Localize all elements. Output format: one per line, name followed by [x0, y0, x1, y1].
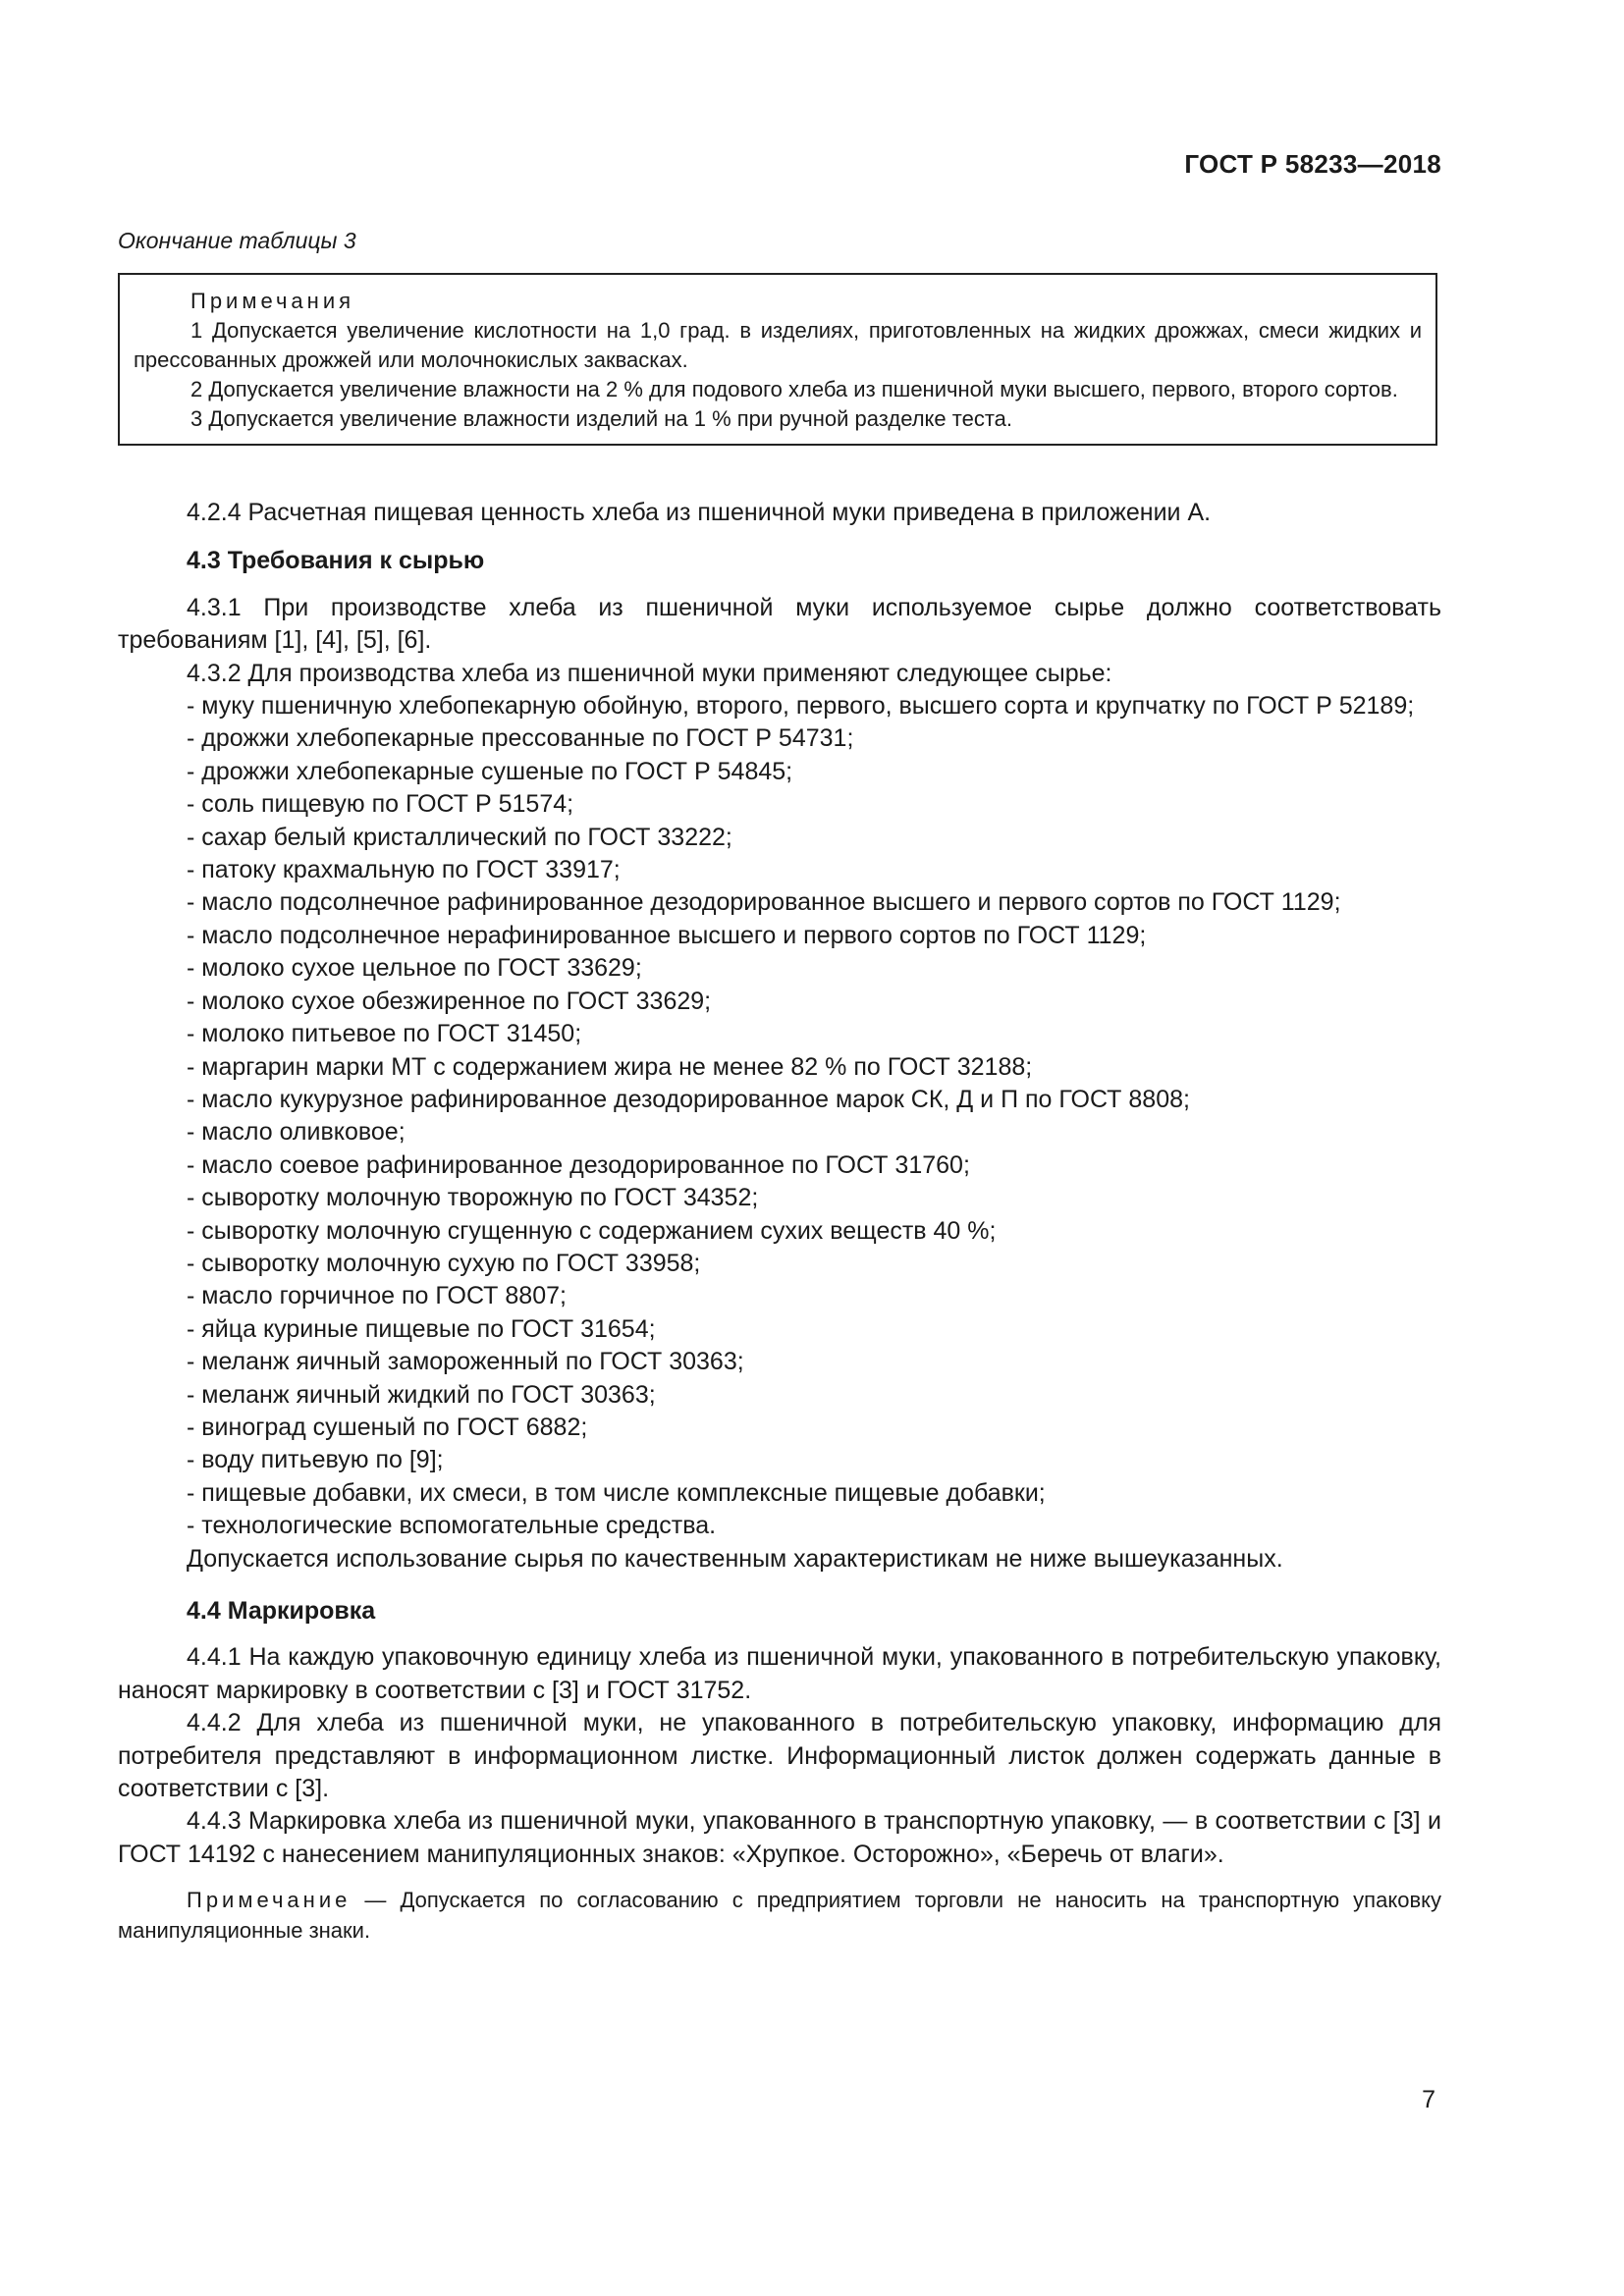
paragraph-4-3-2: 4.3.2 Для производства хлеба из пшеничной муки применяют следующее сырье:: [187, 659, 1112, 687]
list-item: - масло горчичное по ГОСТ 8807;: [187, 1282, 567, 1310]
list-item: - масло подсолнечное рафинированное дезодорированное высшего и первого сортов по ГОСТ 1129;: [187, 888, 1341, 917]
notes-title: Примечания: [190, 289, 355, 313]
page-number: 7: [1422, 2086, 1435, 2113]
section-4-3-title: 4.3 Требования к сырью: [187, 547, 485, 575]
list-item: - меланж яичный жидкий по ГОСТ 30363;: [187, 1380, 656, 1409]
paragraph-4-4-2: 4.4.2 Для хлеба из пшеничной муки, не упакованного в потребительскую упаковку, информацию для потребителя представляют в информационном листке. Информационный листок должен содержать данные в соответствии с [3].: [118, 1709, 1441, 1803]
list-item: - масло подсолнечное нерафинированное высшего и первого сортов по ГОСТ 1129;: [187, 921, 1147, 949]
list-item: - соль пищевую по ГОСТ Р 51574;: [187, 790, 574, 819]
section-4-4-title: 4.4 Маркировка: [187, 1597, 376, 1625]
note-3: 3 Допускается увеличение влажности изделий на 1 % при ручной разделке теста.: [190, 406, 1013, 431]
list-item: - пищевые добавки, их смеси, в том числе комплексные пищевые добавки;: [187, 1478, 1046, 1507]
list-item: - масло оливковое;: [187, 1118, 406, 1147]
list-item: - сыворотку молочную творожную по ГОСТ 34352;: [187, 1184, 759, 1212]
list-item: - патоку крахмальную по ГОСТ 33917;: [187, 856, 621, 884]
table-notes-box: [118, 273, 1437, 446]
paragraph-4-4-1: 4.4.1 На каждую упаковочную единицу хлеба из пшеничной муки, упакованного в потребительскую упаковку, наносят маркировку в соответствии с [3] и ГОСТ 31752.: [118, 1643, 1441, 1704]
list-item: - сыворотку молочную сгущенную с содержанием сухих веществ 40 %;: [187, 1216, 997, 1245]
list-item: - масло соевое рафинированное дезодорированное по ГОСТ 31760;: [187, 1150, 970, 1179]
paragraph-4-3-1: 4.3.1 При производстве хлеба из пшеничной муки используемое сырье должно соответствовать требованиям [1], [4], [5], [6].: [118, 593, 1441, 655]
note-label: Примечание: [187, 1888, 352, 1913]
document-code: ГОСТ Р 58233—2018: [1184, 149, 1441, 179]
note-1: 1 Допускается увеличение кислотности на 1,0 град. в изделиях, приготовленных на жидких дрожжах, смеси жидких и прессованных дрожжей или молочнокислых заквасках.: [134, 318, 1422, 372]
paragraph-4-2-4: 4.2.4 Расчетная пищевая ценность хлеба из пшеничной муки приведена в приложении А.: [187, 499, 1212, 526]
list-item: - молоко питьевое по ГОСТ 31450;: [187, 1020, 582, 1048]
note-2: 2 Допускается увеличение влажности на 2 % для подового хлеба из пшеничной муки высшего, первого, второго сортов.: [190, 377, 1398, 401]
list-item: - молоко сухое цельное по ГОСТ 33629;: [187, 954, 642, 983]
list-item: - технологические вспомогательные средства.: [187, 1512, 717, 1540]
document-page: [118, 0, 1441, 2296]
list-item: - дрожжи хлебопекарные прессованные по ГОСТ Р 54731;: [187, 724, 854, 753]
list-item: - яйца куриные пищевые по ГОСТ 31654;: [187, 1314, 656, 1343]
list-item: - сахар белый кристаллический по ГОСТ 33222;: [187, 823, 732, 851]
list-item: - молоко сухое обезжиренное по ГОСТ 33629;: [187, 987, 712, 1015]
paragraph-4-4-3: 4.4.3 Маркировка хлеба из пшеничной муки, упакованного в транспортную упаковку, — в соответствии с [3] и ГОСТ 14192 с нанесением манипуляционных знаков: «Хрупкое. Осторожно», «Беречь от влаги».: [118, 1807, 1441, 1868]
main-content: [118, 497, 1441, 1946]
list-item: - воду питьевую по [9];: [187, 1446, 444, 1474]
note-text: — Допускается по согласованию с предприятием торговли не наносить на транспортную упаковку манипуляционные знаки.: [118, 1888, 1441, 1944]
table-continuation-caption: Окончание таблицы 3: [118, 228, 356, 253]
marking-note: [118, 1885, 1441, 1946]
list-item: - масло кукурузное рафинированное дезодорированное марок СК, Д и П по ГОСТ 8808;: [187, 1085, 1190, 1113]
list-item: - муку пшеничную хлебопекарную обойную, второго, первого, высшего сорта и крупчатку по ГОСТ Р 52189;: [187, 692, 1415, 721]
raw-materials-closing: Допускается использование сырья по качественным характеристикам не ниже вышеуказанных.: [187, 1544, 1283, 1573]
list-item: - маргарин марки МТ с содержанием жира не менее 82 % по ГОСТ 32188;: [187, 1052, 1033, 1081]
list-item: - виноград сушеный по ГОСТ 6882;: [187, 1413, 588, 1441]
list-item: - меланж яичный замороженный по ГОСТ 30363;: [187, 1348, 744, 1376]
list-item: - дрожжи хлебопекарные сушеные по ГОСТ Р 54845;: [187, 757, 793, 785]
raw-materials-list: [118, 690, 1441, 1543]
list-item: - сыворотку молочную сухую по ГОСТ 33958;: [187, 1249, 701, 1277]
